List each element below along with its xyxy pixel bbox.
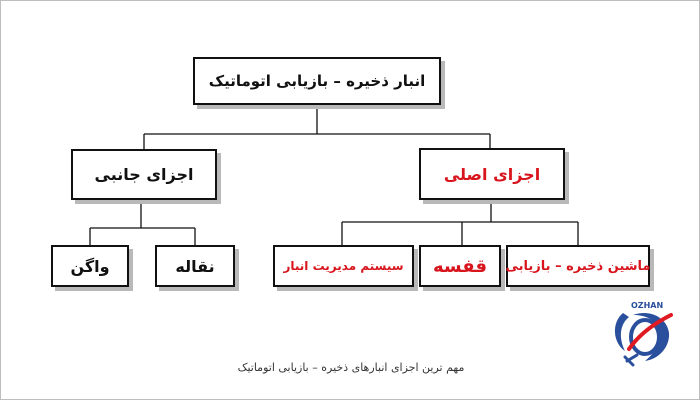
secondary-components-node: اجزای جانبی — [71, 149, 217, 200]
child-node-rack: قفسه — [419, 245, 501, 287]
ozhan-logo — [609, 299, 681, 367]
figure-caption: مهم ترین اجزای انبارهای ذخیره – بازیابی اتوماتیک — [237, 361, 465, 374]
child-node-wagon: واگن — [51, 245, 129, 287]
child-node-stacker-crane: ماشین ذخیره – بازیابی — [506, 245, 650, 287]
child-node-conveyor: نقاله — [155, 245, 235, 287]
child-node-warehouse-management-system: سیستم مدیریت انبار — [273, 245, 414, 287]
root-node: انبار ذخیره – بازیابی اتوماتیک — [193, 57, 441, 105]
main-components-node: اجزای اصلی — [419, 148, 565, 200]
logo-text: OZHAN — [631, 301, 664, 310]
